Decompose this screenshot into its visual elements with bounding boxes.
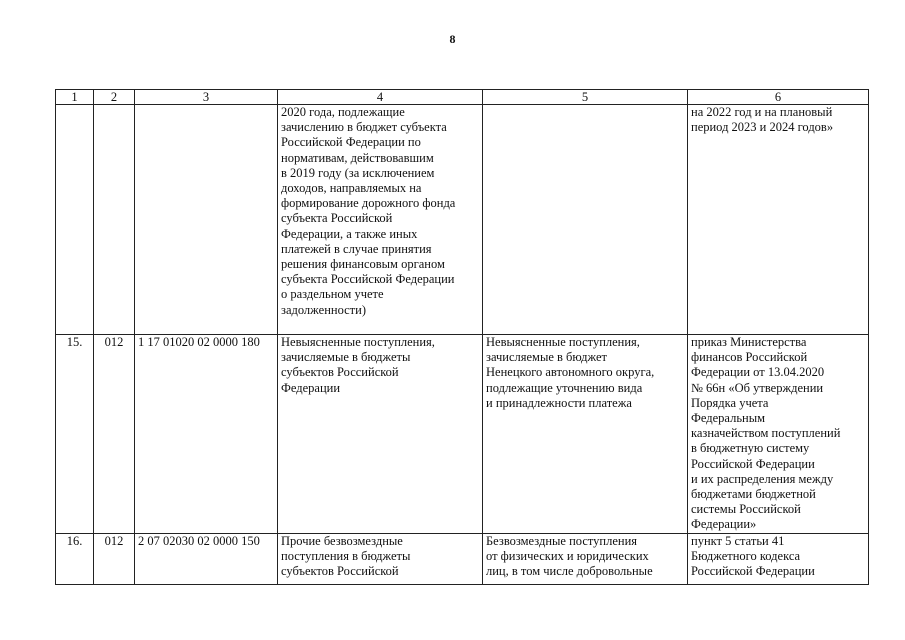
cell-text-line: от физических и юридических: [486, 549, 649, 564]
cell-text-line: субъектов Российской: [281, 564, 399, 579]
revenue-description-cell: [483, 534, 688, 585]
cell-text-line: Прочие безвозмездные: [281, 534, 403, 548]
cell-text-line: зачисляемые в бюджет: [486, 350, 607, 365]
budget-table: [55, 89, 869, 585]
budget-classification-code: 1 17 01020 02 0000 180: [135, 335, 278, 534]
revenue-description-cell: [483, 335, 688, 534]
column-header-6: 6: [688, 90, 869, 105]
cell-text-line: Федерации, а также иных: [281, 226, 418, 241]
cell-text-line: Федерации»: [691, 517, 757, 532]
cell-text-line: 2020 года, подлежащие: [281, 105, 405, 119]
cell-text-line: задолженности): [281, 302, 366, 317]
cell-text-line: подлежащие уточнению вида: [486, 380, 643, 395]
cell-text-line: Невыясненные поступления,: [486, 335, 640, 349]
column-header-3: 3: [135, 90, 278, 105]
column-header-5: 5: [483, 90, 688, 105]
cell-text-line: № 66н «Об утверждении: [691, 380, 824, 395]
cell-text-line: системы Российской: [691, 502, 801, 517]
cell-text-line: финансов Российской: [691, 350, 808, 365]
cell-text-line: зачислению в бюджет субъекта: [281, 120, 447, 135]
cell-text-line: формирование дорожного фонда: [281, 196, 456, 211]
revenue-name-cell: [278, 105, 483, 335]
column-header-1: 1: [56, 90, 94, 105]
cell-text-line: пункт 5 статьи 41: [691, 534, 785, 548]
cell-text-line: в бюджетную систему: [691, 441, 810, 456]
table-row: [56, 105, 869, 335]
department-code: 012: [94, 534, 135, 585]
column-header-2: 2: [94, 90, 135, 105]
row-number: 16.: [56, 534, 94, 585]
cell-text-line: платежей в случае принятия: [281, 241, 432, 256]
cell-text-line: Бюджетного кодекса: [691, 549, 801, 564]
budget-classification-code: [135, 105, 278, 335]
table-row: [56, 335, 869, 534]
department-code: 012: [94, 335, 135, 534]
cell-text-line: приказ Министерства: [691, 335, 807, 349]
legal-basis-cell: [688, 335, 869, 534]
cell-text-line: в 2019 году (за исключением: [281, 165, 435, 180]
legal-basis-cell: [688, 534, 869, 585]
row-number: 15.: [56, 335, 94, 534]
budget-classification-code: 2 07 02030 02 0000 150: [135, 534, 278, 585]
cell-text-line: Федерации от 13.04.2020: [691, 365, 825, 380]
cell-text-line: субъекта Российской: [281, 211, 393, 226]
cell-text-line: Порядка учета: [691, 395, 769, 410]
cell-text-line: Безвозмездные поступления: [486, 534, 638, 548]
cell-text-line: нормативам, действовавшим: [281, 150, 434, 165]
legal-basis-cell: [688, 105, 869, 335]
row-number: [56, 105, 94, 335]
cell-text-line: зачисляемые в бюджеты: [281, 350, 411, 365]
revenue-name-cell: [278, 335, 483, 534]
cell-text-line: субъектов Российской: [281, 365, 399, 380]
cell-text-line: лиц, в том числе добровольные: [486, 564, 653, 579]
cell-text-line: и их распределения между: [691, 471, 834, 486]
revenue-description-cell: [483, 105, 688, 335]
cell-text-line: доходов, направляемых на: [281, 181, 422, 196]
cell-text-line: казначейством поступлений: [691, 426, 841, 441]
cell-text-line: Российской Федерации: [691, 564, 815, 579]
cell-text-line: Федерации: [281, 380, 341, 395]
table-row: [56, 534, 869, 585]
cell-text-line: поступления в бюджеты: [281, 549, 411, 564]
cell-text-line: Российской Федерации: [691, 456, 815, 471]
cell-text-line: и принадлежности платежа: [486, 395, 632, 410]
column-header-4: 4: [278, 90, 483, 105]
cell-text-line: субъекта Российской Федерации: [281, 272, 455, 287]
cell-text-line: Ненецкого автономного округа,: [486, 365, 655, 380]
cell-text-line: Невыясненные поступления,: [281, 335, 435, 349]
cell-text-line: Федеральным: [691, 411, 766, 426]
cell-text-line: период 2023 и 2024 годов»: [691, 120, 834, 135]
table-header-row: [56, 90, 869, 105]
cell-text-line: о раздельном учете: [281, 287, 384, 302]
cell-text-line: Российской Федерации по: [281, 135, 421, 150]
cell-text-line: решения финансовым органом: [281, 257, 445, 272]
revenue-name-cell: [278, 534, 483, 585]
page-number: 8: [449, 32, 456, 46]
department-code: [94, 105, 135, 335]
cell-text-line: на 2022 год и на плановый: [691, 105, 833, 119]
cell-text-line: бюджетами бюджетной: [691, 487, 816, 502]
